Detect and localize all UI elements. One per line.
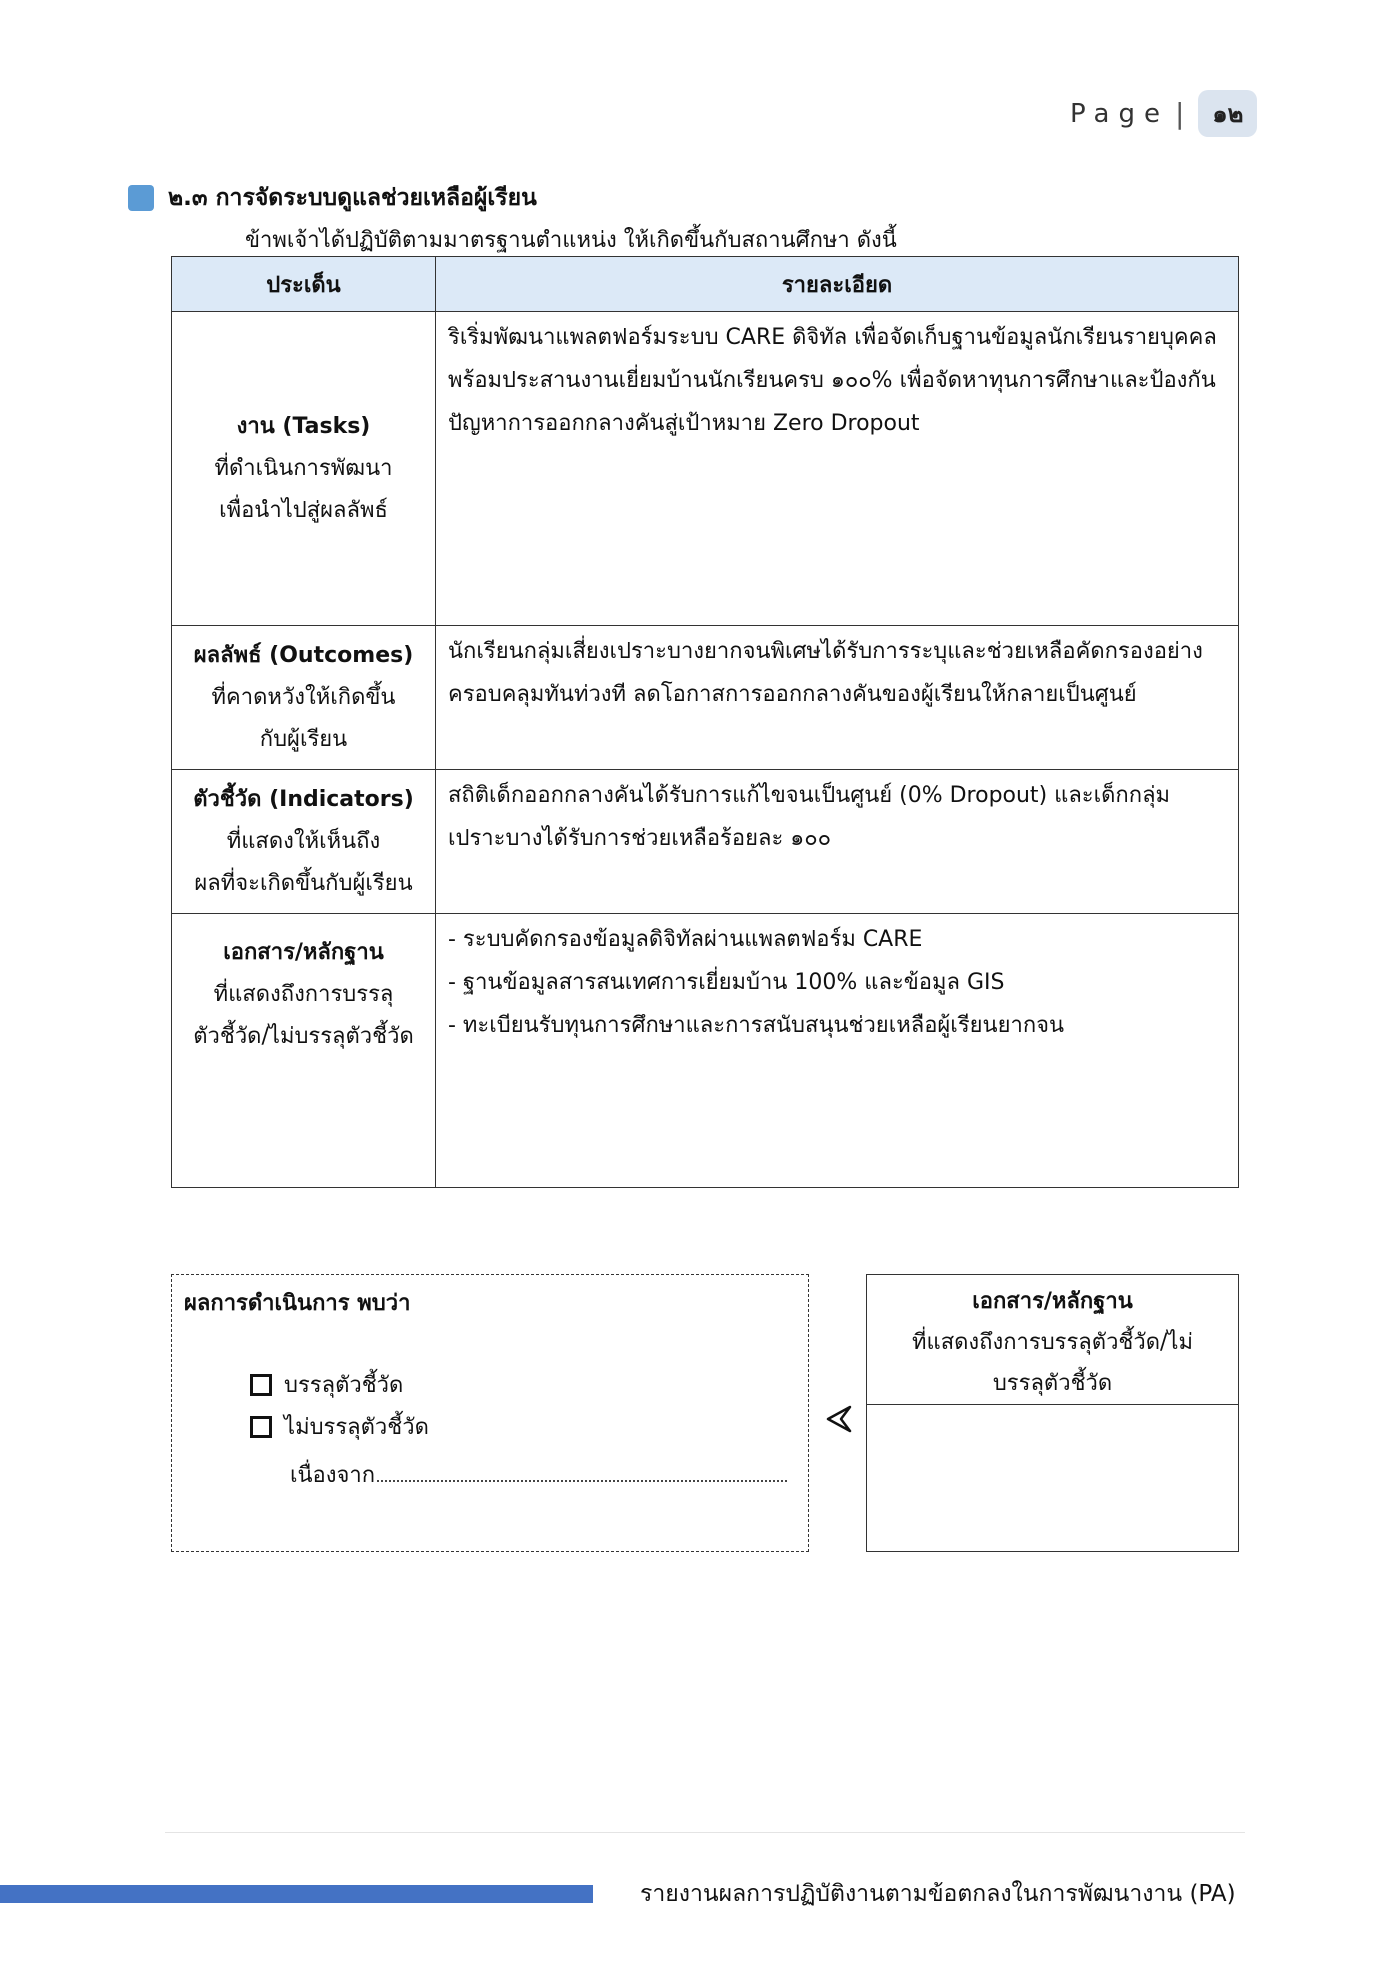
section-title: ๒.๓ การจัดระบบดูแลช่วยเหลือผู้เรียน [168, 185, 537, 211]
topic-sub: ที่คาดหวังให้เกิดขึ้น [211, 684, 396, 710]
header-topic: ประเด็น [172, 257, 436, 312]
topic-sub: เพื่อนำไปสู่ผลลัพธ์ [219, 497, 388, 523]
topic-sub: ตัวชี้วัด/ไม่บรรลุตัวชี้วัด [193, 1024, 414, 1049]
topic-cell [172, 312, 436, 626]
evidence-title: เอกสาร/หลักฐาน [972, 1289, 1133, 1314]
topic-title: งาน (Tasks) [236, 413, 371, 439]
detail-cell: สถิติเด็กออกกลางคันได้รับการแก้ไขจนเป็นศูนย์ (0% Dropout) และเด็กกลุ่มเปราะบางได้รับการช่วยเหลือร้อยละ ๑๐๐ [436, 770, 1239, 914]
topic-title: ตัวชี้วัด (Indicators) [193, 786, 414, 812]
not-achieved-option[interactable] [250, 1409, 429, 1444]
table-row [172, 626, 1239, 770]
checkbox-icon[interactable] [250, 1374, 272, 1396]
header-detail: รายละเอียด [436, 257, 1239, 312]
square-bullet-icon [128, 185, 154, 211]
result-box [171, 1274, 809, 1552]
page-separator: | [1174, 97, 1185, 130]
section-heading [128, 180, 537, 216]
result-title: ผลการดำเนินการ พบว่า [184, 1291, 411, 1316]
detail-cell [436, 914, 1239, 1188]
topic-cell [172, 914, 436, 1188]
footer-text: รายงานผลการปฏิบัติงานตามข้อตกลงในการพัฒนางาน (PA) [640, 1881, 1236, 1907]
footer-accent-bar [0, 1885, 593, 1903]
because-label: เนื่องจาก [290, 1463, 376, 1488]
performance-table [171, 256, 1239, 1188]
evidence-sub: ที่แสดงถึงการบรรลุตัวชี้วัด/ไม่ [912, 1330, 1193, 1355]
topic-sub: ที่แสดงถึงการบรรลุ [213, 982, 394, 1007]
topic-sub: ผลที่จะเกิดขึ้นกับผู้เรียน [194, 870, 413, 896]
footer-divider [165, 1832, 1245, 1833]
section-intro: ข้าพเจ้าได้ปฏิบัติตามมาตรฐานตำแหน่ง ให้เกิดขึ้นกับสถานศึกษา ดังนี้ [245, 228, 897, 253]
checkbox-icon[interactable] [250, 1416, 272, 1438]
achieved-label: บรรลุตัวชี้วัด [284, 1373, 404, 1398]
page-header [1070, 90, 1257, 137]
topic-sub: ที่ดำเนินการพัฒนา [214, 455, 393, 481]
evidence-line: - ระบบคัดกรองข้อมูลดิจิทัลผ่านแพลตฟอร์ม CARE [448, 927, 923, 952]
table-header-row [172, 257, 1239, 312]
evidence-sub: บรรลุตัวชี้วัด [992, 1371, 1113, 1396]
table-row [172, 770, 1239, 914]
topic-cell [172, 770, 436, 914]
topic-title: ผลลัพธ์ (Outcomes) [193, 642, 414, 668]
evidence-line: - ทะเบียนรับทุนการศึกษาและการสนับสนุนช่วยเหลือผู้เรียนยากจน [448, 1013, 1065, 1038]
table-row [172, 914, 1239, 1188]
table-row [172, 312, 1239, 626]
topic-cell [172, 626, 436, 770]
topic-sub: ที่แสดงให้เห็นถึง [226, 828, 381, 854]
page-label: Page [1070, 98, 1169, 129]
because-row [290, 1457, 787, 1492]
not-achieved-label: ไม่บรรลุตัวชี้วัด [284, 1415, 429, 1440]
evidence-header [867, 1275, 1238, 1405]
dotted-fill-line[interactable] [377, 1462, 787, 1482]
detail-cell: ริเริ่มพัฒนาแพลตฟอร์มระบบ CARE ดิจิทัล เพื่อจัดเก็บฐานข้อมูลนักเรียนรายบุคคล พร้อมประสานงานเยี่ยมบ้านนักเรียนครบ ๑๐๐% เพื่อจัดหาทุนการศึกษาและป้องกันปัญหาการออกกลางคันสู่เป้าหมาย Zero Dropout [436, 312, 1239, 626]
page-number: ๑๒ [1198, 90, 1257, 137]
detail-cell: นักเรียนกลุ่มเสี่ยงเปราะบางยากจนพิเศษได้รับการระบุและช่วยเหลือคัดกรองอย่างครอบคลุมทันท่วงที ลดโอกาสการออกกลางคันของผู้เรียนให้กลายเป็นศูนย์ [436, 626, 1239, 770]
topic-sub: กับผู้เรียน [259, 726, 348, 752]
arrowhead-left-icon [826, 1404, 852, 1434]
topic-title: เอกสาร/หลักฐาน [223, 940, 384, 965]
achieved-option[interactable] [250, 1367, 403, 1402]
evidence-box [866, 1274, 1239, 1552]
evidence-line: - ฐานข้อมูลสารสนเทศการเยี่ยมบ้าน 100% และข้อมูล GIS [448, 970, 1005, 995]
